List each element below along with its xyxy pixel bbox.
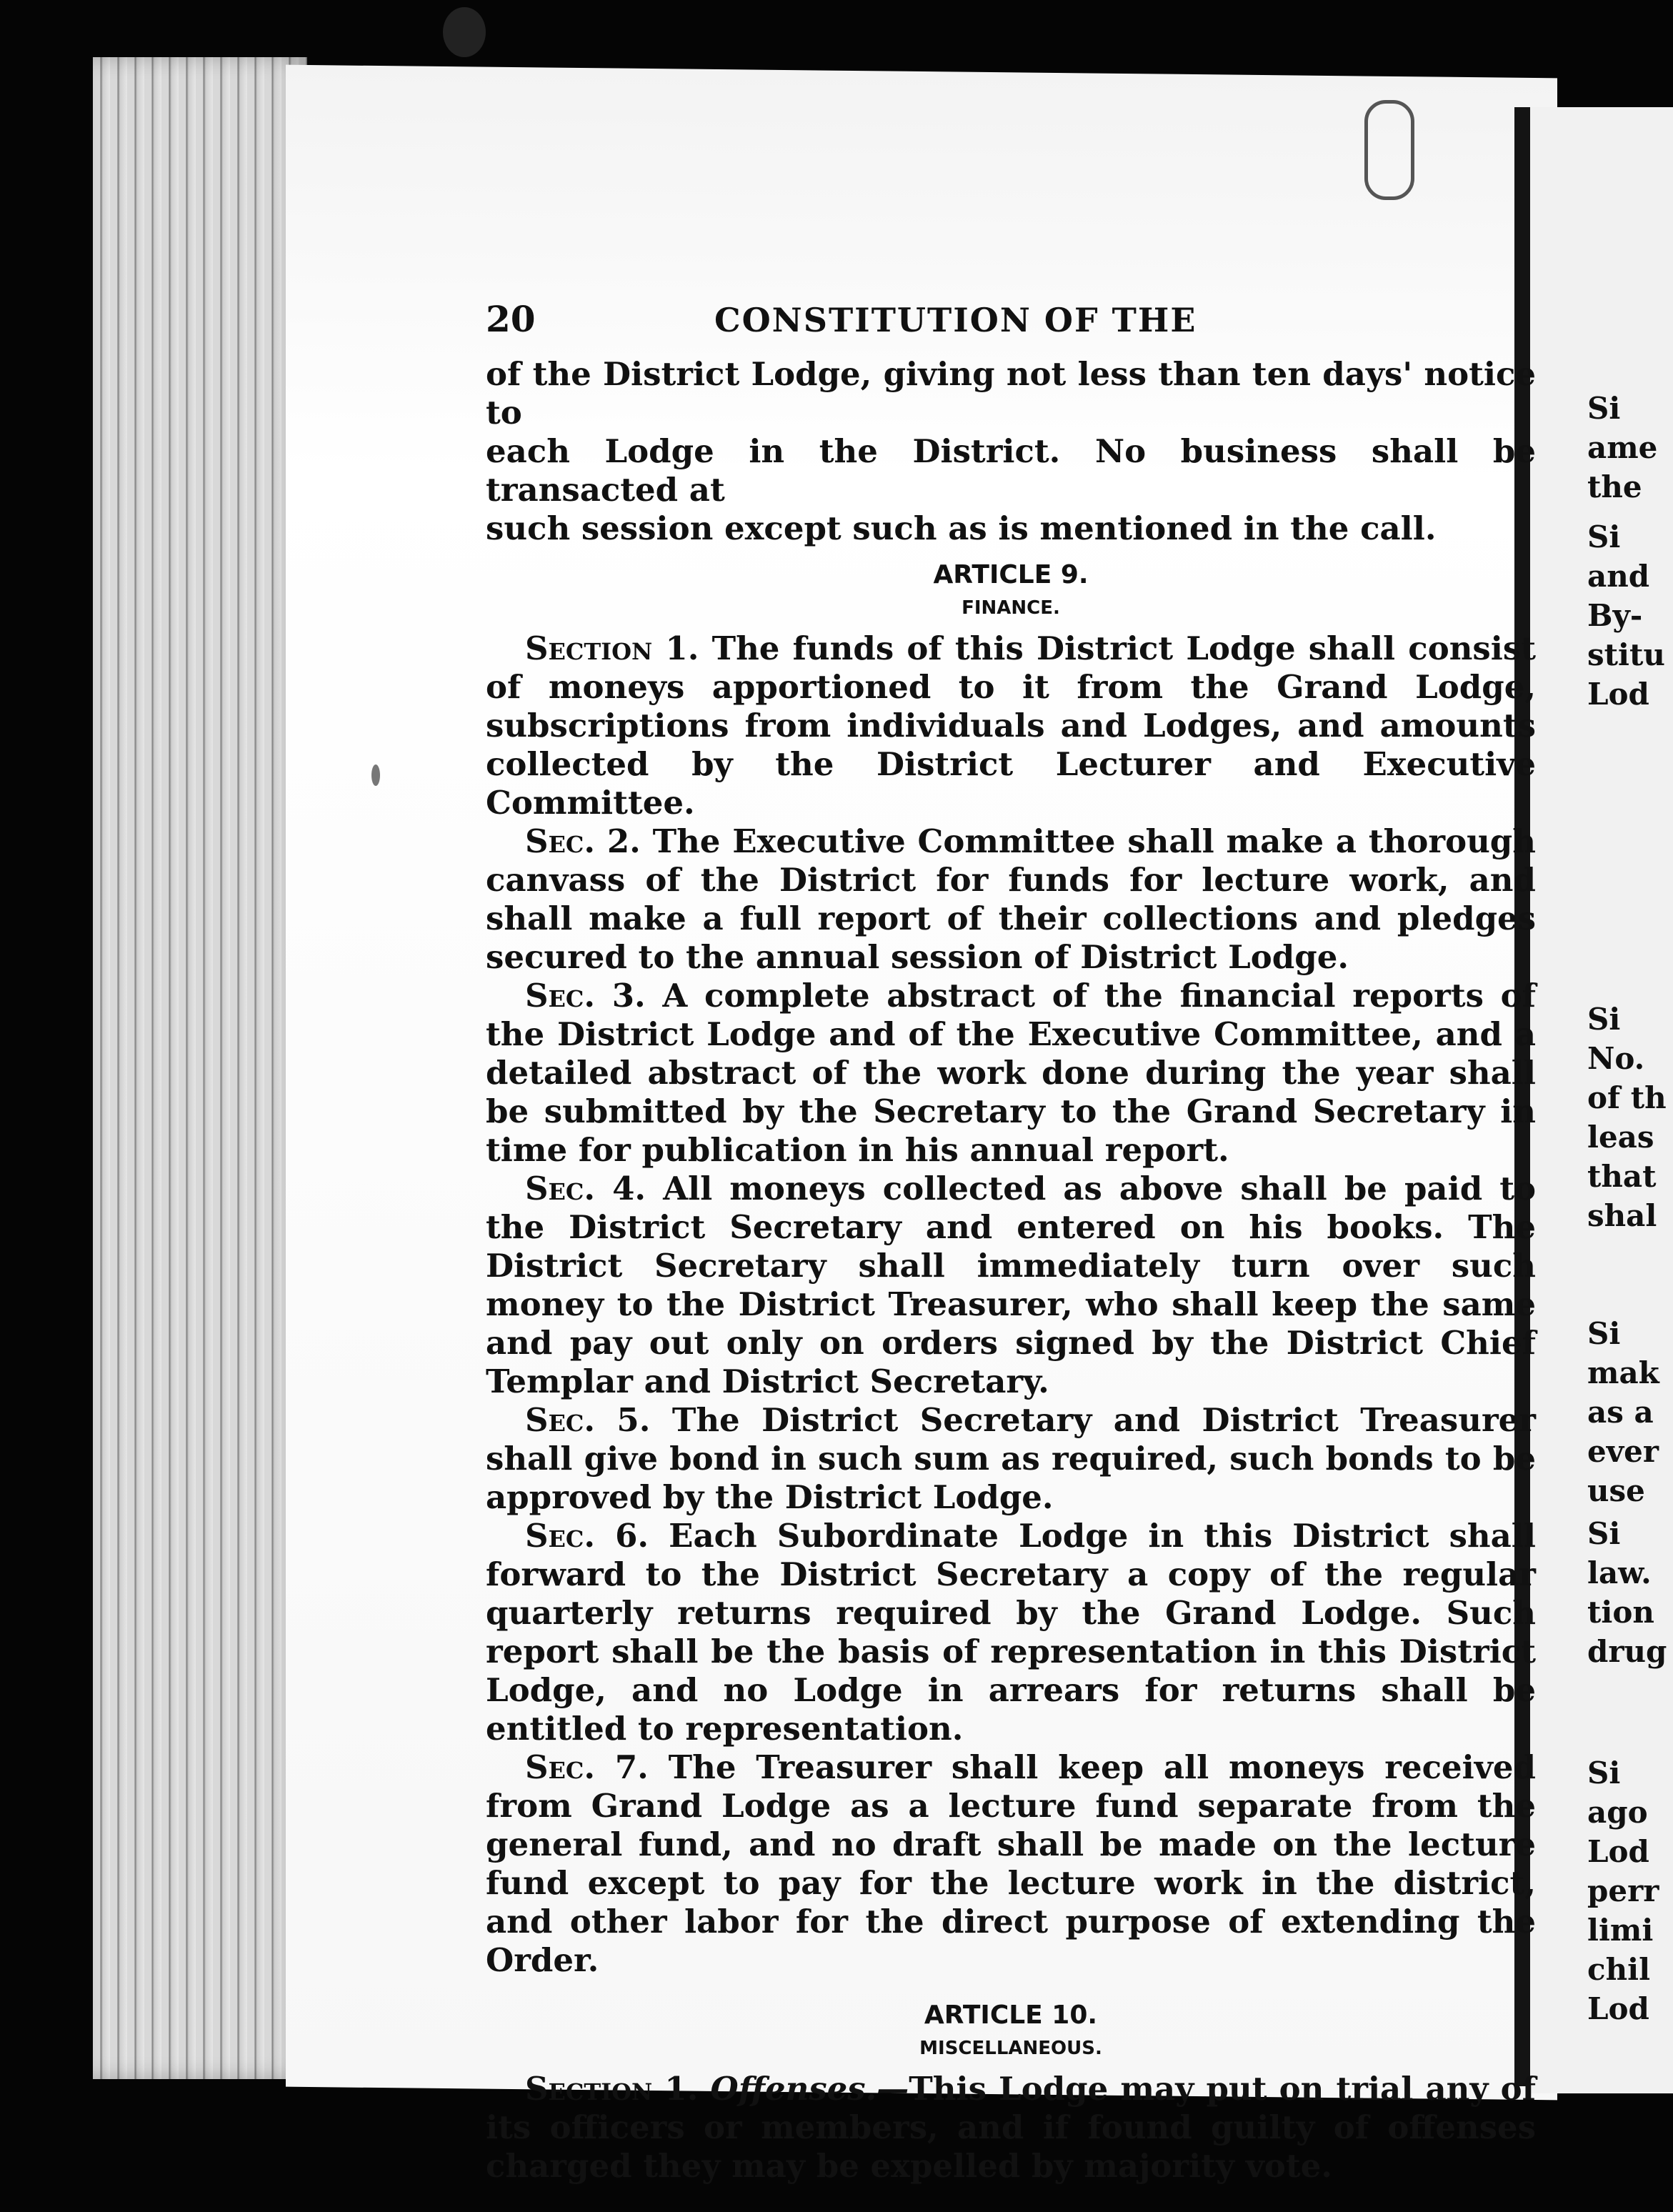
section-text: The District Secretary and District Treasurer shall give bond in such sum as required, such bonds to be approved by the District Lodge.	[486, 1401, 1537, 1516]
section-label: Sec. 3.	[525, 977, 646, 1015]
facing-text: Lod	[1587, 1834, 1649, 1869]
paper-clip-icon	[1364, 100, 1414, 200]
section-text: A complete abstract of the financial reports of the District Lodge and of the Executive Committee, and a detailed abstract of the work done during the year shall be submitted by the Secretary to the Grand Secretary in time for publication in his annual report.	[486, 977, 1536, 1169]
section-text: All moneys collected as above shall be paid to the District Secretary and entered on his books. The District Secretary shall immediately turn over such money to the District Treasurer, who shall keep the same and pay out only on orders signed by the District Chief Templar and District Secretary.	[486, 1170, 1537, 1400]
section-paragraph	[486, 2070, 1536, 2186]
section-paragraph	[486, 1748, 1536, 1980]
section-title: Offenses.—	[710, 2070, 909, 2108]
section-label: Sec. 4.	[525, 1170, 646, 1207]
section-paragraph	[486, 629, 1536, 822]
facing-text: shal	[1587, 1198, 1657, 1233]
facing-text: leas	[1587, 1120, 1654, 1155]
intro-line: each Lodge in the District. No business shall be transacted at	[486, 432, 1536, 509]
section-label: Sec. 7.	[525, 1748, 649, 1786]
section-paragraph	[486, 1517, 1536, 1748]
running-head-title: CONSTITUTION OF THE	[714, 301, 1197, 339]
facing-text: Si	[1587, 519, 1621, 554]
section-text: The Executive Committee shall make a thorough canvass of the District for funds for lecture work, and shall make a full report of their collections and pledges secured to the annual session of District Lodge.	[486, 822, 1536, 976]
facing-text: mak	[1587, 1355, 1659, 1390]
facing-text: No.	[1587, 1041, 1645, 1076]
facing-text: Si	[1587, 391, 1621, 426]
facing-text: Si	[1587, 1755, 1621, 1790]
article-9-heading: ARTICLE 9.	[933, 560, 1089, 589]
intro-line: of the District Lodge, giving not less than ten days' notice to	[486, 355, 1536, 432]
facing-text: limi	[1587, 1913, 1654, 1948]
article-10-subheading: MISCELLANEOUS.	[919, 2038, 1102, 2059]
intro-line: such session except such as is mentioned in the call.	[486, 509, 1437, 547]
section-paragraph	[486, 822, 1536, 977]
facing-text: Si	[1587, 1316, 1621, 1351]
facing-text: stitu	[1587, 637, 1665, 672]
page-number: 20	[486, 298, 536, 340]
facing-text: tion	[1587, 1595, 1654, 1630]
section-text: The funds of this District Lodge shall consist of moneys apportioned to it from the Grand Lodge, subscriptions from individuals and Lodges, and amounts collected by the District Lecturer and Executive Committee.	[486, 629, 1536, 822]
facing-text: Lod	[1587, 677, 1649, 712]
facing-text: as a	[1587, 1395, 1654, 1430]
article-10-heading: ARTICLE 10.	[924, 2001, 1098, 2030]
section-paragraph	[486, 977, 1536, 1170]
facing-text: law.	[1587, 1555, 1652, 1590]
section-label: Section 1.	[525, 629, 699, 667]
running-head	[486, 300, 1536, 339]
facing-text: and	[1587, 559, 1650, 594]
facing-text: Si	[1587, 1516, 1621, 1551]
section-text: The Treasurer shall keep all moneys received from Grand Lodge as a lecture fund separate from the general fund, and no draft shall be made on the lecture fund except to pay for the lecture work in the district, and other labor for the direct purpose of extending the Order.	[486, 1748, 1537, 1979]
film-speck	[371, 764, 380, 786]
facing-text: drug	[1587, 1634, 1667, 1669]
facing-text: that	[1587, 1159, 1657, 1194]
facing-text: chil	[1587, 1952, 1651, 1987]
section-text: This Lodge may put on trial any of its officers or members, and if found guilty of offenses charged they may be expelled by majority vote.	[486, 2070, 1536, 2185]
facing-text: ago	[1587, 1795, 1648, 1830]
facing-text: the	[1587, 469, 1642, 504]
article-9-subheading: FINANCE.	[962, 597, 1060, 619]
facing-text: use	[1587, 1473, 1645, 1508]
facing-text: Lod	[1587, 1991, 1649, 2026]
facing-text: perr	[1587, 1873, 1659, 1908]
section-label: Sec. 6.	[525, 1517, 649, 1555]
facing-text: By-	[1587, 598, 1643, 633]
page-content	[486, 300, 1536, 2186]
section-paragraph	[486, 1401, 1536, 1517]
section-text: Each Subordinate Lodge in this District shall forward to the District Secretary a copy of the regular quarterly returns required by the Grand Lodge. Such report shall be the basis of representation in this District Lodge, and no Lodge in arrears for returns shall be entitled to representation.	[486, 1517, 1536, 1748]
film-speck	[443, 7, 486, 57]
section-label: Section 1.	[525, 2070, 699, 2108]
facing-text: of th	[1587, 1080, 1667, 1115]
section-paragraph	[486, 1170, 1536, 1401]
facing-text: Si	[1587, 1002, 1621, 1037]
section-label: Sec. 5.	[525, 1401, 651, 1439]
section-label: Sec. 2.	[525, 822, 641, 860]
facing-text: ame	[1587, 430, 1658, 465]
book-page-edges	[93, 57, 307, 2079]
facing-text: ever	[1587, 1434, 1659, 1469]
